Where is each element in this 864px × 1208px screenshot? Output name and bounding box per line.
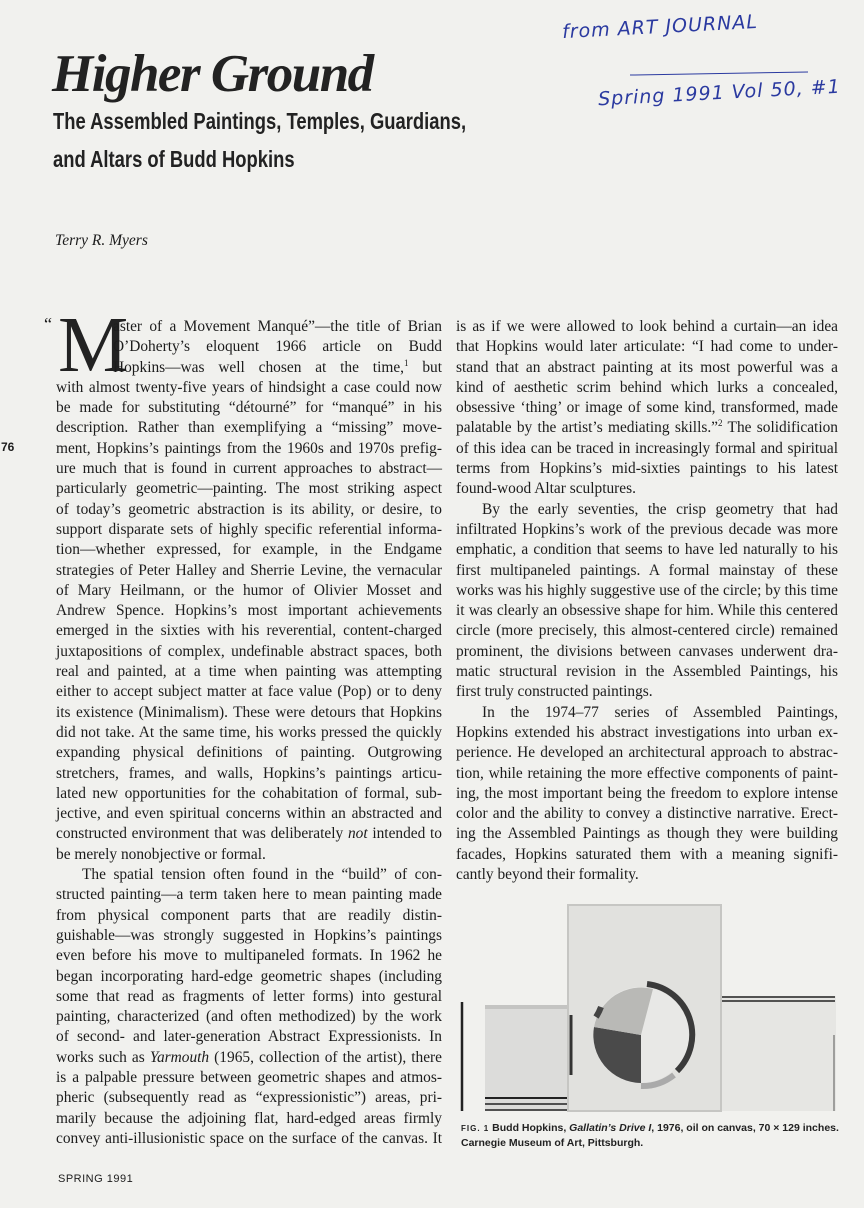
caption-location: Carnegie Museum of Art, Pittsburgh.: [461, 1137, 644, 1149]
text-line: O’Doherty’s eloquent 1966 article on Budd: [113, 338, 442, 356]
painting-left-panel-top-band: [485, 1005, 570, 1009]
text-line: Hopkins extended his abstract investigations into urban ex-: [456, 723, 838, 741]
page-number: 76: [1, 440, 15, 454]
text-line: with almost twenty-five years of hindsight a case could now: [56, 378, 442, 396]
text-line: By the early seventies, the crisp geometry that had: [482, 500, 838, 518]
text-line: works such as Yarmouth (1965, collection of the artist), there: [56, 1048, 442, 1066]
text-line: circle (more precisely, this almost-centered circle) remained: [456, 622, 838, 640]
text-line: The spatial tension often found in the “build” of con-: [82, 866, 442, 884]
text-line: kind of aesthetic scrim behind which lurks a concealed,: [456, 378, 838, 396]
text-line: aster of a Movement Manqué”—the title of Brian: [113, 318, 442, 335]
text-line: In the 1974–77 series of Assembled Paintings,: [482, 703, 838, 721]
text-line: convey anti-illusionistic space on the surface of the canvas. It: [56, 1129, 442, 1147]
text-line: jective, and even spiritual concerns within an abstracted and: [56, 805, 442, 823]
text-line: ing, the most important being the freedom to explore intense: [456, 784, 838, 802]
text-column-right: [456, 317, 838, 885]
text-line: tion, while retaining the more effective components of paint-: [456, 764, 838, 782]
figure-label: FIG. 1: [461, 1124, 490, 1133]
emphasis: Yarmouth: [149, 1048, 210, 1066]
text-line: expanding physical definitions of painting. Outgrowing: [56, 744, 442, 762]
text-line: juxtapositions of complex, undefinable abstract spaces, both: [56, 642, 442, 660]
text-line: lated new opportunities for the cohabitation of formal, sub-: [56, 784, 442, 802]
text-line: marily because the adjoining flat, hard-edged areas firmly: [56, 1109, 442, 1127]
text-line: terms from Hopkins’s mid-sixties paintings to his latest: [456, 460, 838, 478]
text-line: some that read as fragments of letter forms) into gestural: [56, 987, 442, 1005]
text-column-left: [56, 317, 442, 1149]
text-line: either to accept subject matter at face value (Pop) or to deny: [56, 683, 442, 701]
footnote-ref: 2: [718, 418, 723, 429]
footnote-ref: 1: [404, 357, 409, 368]
text-line: be made for substituting “détourné” for “manqué” in his: [56, 399, 442, 417]
figure-painting-gallatins-drive: [455, 900, 840, 1115]
painting-left-panel: [485, 1007, 570, 1111]
text-line: is a palpable pressure between geometric shapes and atmos-: [56, 1068, 442, 1086]
text-line: obsessive ‘thing’ or image of some kind, transformed, made: [456, 399, 838, 417]
text-line: stretchers, frames, and walls, Hopkins’s paintings articu-: [56, 764, 442, 782]
text-line: ure much that is found in current approaches to abstract—: [56, 460, 442, 478]
footer-issue: SPRING 1991: [58, 1173, 134, 1185]
text-line: be merely nonobjective or formal.: [56, 845, 266, 863]
text-line: perience. He developed an architectural approach to abstrac-: [456, 744, 838, 762]
text-line: prominent, the divisions between canvases underwent dra-: [456, 642, 838, 660]
handwritten-note-line-1: from ART JOURNAL: [561, 10, 759, 44]
text-line: ing the Assembled Paintings as though they were building: [456, 825, 838, 843]
text-line: structed painting—a term taken here to mean painting made: [56, 886, 442, 904]
handwritten-note-line-2: Spring 1991 Vol 50, #1: [597, 75, 842, 111]
text-line: particularly geometric—painting. The most striking aspect: [56, 480, 442, 498]
text-line: stand that an abstract painting at its most powerful was a: [456, 358, 838, 376]
author-byline: Terry R. Myers: [55, 232, 148, 249]
text-line: pheric (subsequently read as “expressionistic”) areas, pri-: [56, 1089, 442, 1107]
drop-cap: M: [58, 302, 129, 389]
caption-line-1: [461, 1121, 839, 1136]
caption-artist: Budd Hopkins,: [492, 1122, 567, 1134]
text-line: Hopkins—was well chosen at the time,$^1$ but: [113, 357, 442, 376]
text-line: began incorporating hard-edge geometric shapes (including: [56, 967, 442, 985]
painting-right-panel: [718, 996, 836, 1111]
article-subtitle-line-2: and Altars of Budd Hopkins: [53, 146, 295, 172]
text-line: color and the ability to convey a distinctive narrative. Erect-: [456, 805, 838, 823]
article-subtitle-line-1: The Assembled Paintings, Temples, Guardians,: [53, 108, 467, 134]
emphasis: not: [347, 825, 368, 843]
handwritten-underline: [630, 71, 808, 75]
text-line: strategies of Peter Halley and Sherrie Levine, the vernacular: [56, 561, 442, 579]
text-line: ment, Hopkins’s paintings from the 1960s and 1970s prefig-: [56, 439, 442, 457]
text-line: matic structural revision in the Assembled Paintings, his: [456, 663, 838, 681]
text-line: of this idea can be traced in increasingly formal and spiritual: [456, 439, 838, 457]
text-line: found-wood Altar sculptures.: [456, 480, 636, 498]
text-line: support disparate sets of highly specific referential informa-: [56, 520, 442, 538]
text-line: description. Rather than exemplifying a “missing” move-: [56, 419, 442, 437]
text-line: painting, characterized (and often methodized) by the work: [56, 1008, 442, 1026]
text-line: works was his highly suggestive use of the circle; by this time: [456, 581, 838, 599]
text-line: first multipaneled paintings. A formal mainstay of these: [456, 561, 838, 579]
text-line: from physical component parts that are readily distin-: [56, 906, 442, 924]
text-line: its existence (Minimalism). These were detours that Hopkins: [56, 703, 442, 721]
text-line: facades, Hopkins saturated them with a meaning signifi-: [456, 845, 838, 863]
text-line: first truly constructed paintings.: [456, 683, 653, 701]
text-line: even before his move to multipaneled formats. In 1962 he: [56, 947, 442, 965]
text-line: cantly beyond their formality.: [456, 866, 639, 884]
text-line: did not take. At the same time, his works pressed the quickly: [56, 723, 442, 741]
text-line: constructed environment that was deliberately not intended to: [56, 825, 442, 843]
opening-quote-mark: “: [44, 314, 52, 334]
text-line: guishable—was strongly suggested in Hopkins’s paintings: [56, 926, 442, 944]
text-line: Andrew Spence. Hopkins’s most important achievements: [56, 602, 442, 620]
caption-details: , 1976, oil on canvas, 70 × 129 inches.: [651, 1122, 839, 1134]
figure-caption: [461, 1121, 839, 1150]
text-line: of today’s geometric abstraction is its ability, or desire, to: [56, 500, 442, 518]
text-line: it was clearly an obsessive shape for him. While this centered: [456, 602, 838, 620]
text-line: that Hopkins would later articulate: “I had come to under-: [456, 338, 838, 356]
text-line: is as if we were allowed to look behind a curtain—an idea: [456, 318, 838, 335]
caption-work-title: Gallatin’s Drive I: [569, 1122, 652, 1134]
text-line: palatable by the artist’s mediating skills.”$^2$ The solidification: [456, 418, 839, 437]
text-line: tion—whether expressed, for example, in the Endgame: [56, 541, 442, 559]
text-line: of second- and later-generation Abstract Expressionists. In: [56, 1028, 442, 1046]
text-line: of Mary Heilmann, or the humor of Olivier Mosset and: [56, 581, 442, 599]
text-line: emphatic, a condition that seems to have led naturally to his: [456, 541, 838, 559]
text-line: real and painted, at a time when painting was attempting: [56, 663, 442, 681]
text-line: emerged in the sixties with his reverential, content-charged: [56, 622, 442, 640]
article-title: Higher Ground: [52, 45, 373, 103]
text-line: infiltrated Hopkins’s work of the previous decade was more: [456, 520, 838, 538]
